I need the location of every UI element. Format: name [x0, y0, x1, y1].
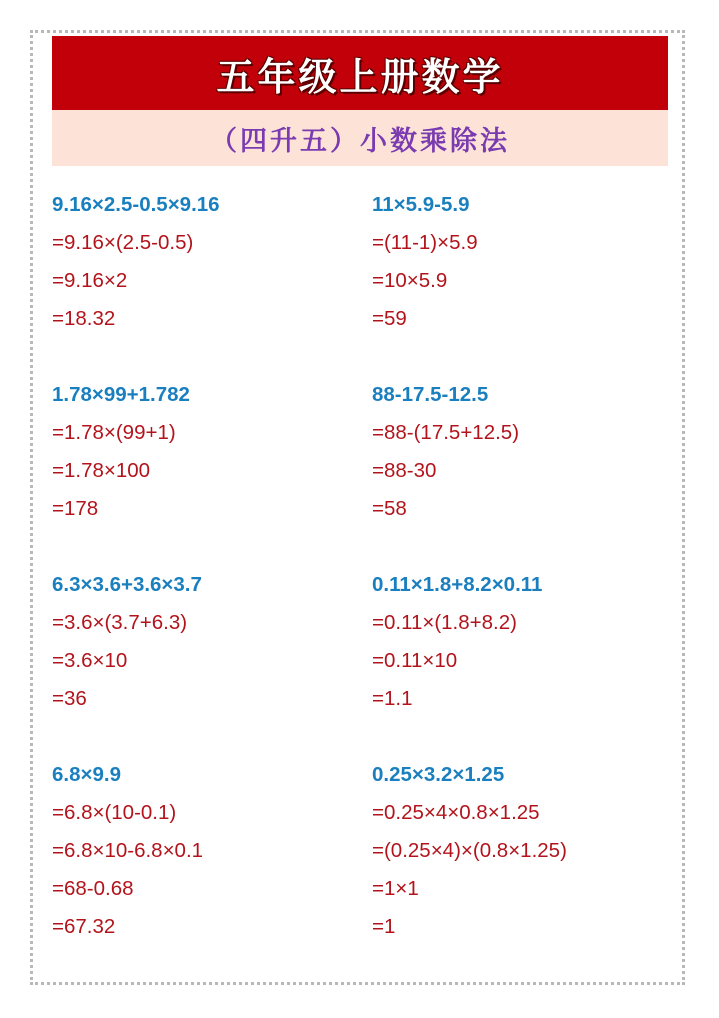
- problem-step: =36: [52, 687, 87, 710]
- subtitle-banner: [52, 110, 668, 166]
- problem-step: =(11-1)×5.9: [372, 231, 478, 254]
- problem-step: =0.25×4×0.8×1.25: [372, 801, 540, 824]
- problem-step: =(0.25×4)×(0.8×1.25): [372, 839, 567, 862]
- problem-step: =67.32: [52, 915, 116, 938]
- problem-expression: 9.16×2.5-0.5×9.16: [52, 193, 220, 216]
- problem-3: [52, 376, 352, 528]
- problem-expression: 6.3×3.6+3.6×3.7: [52, 573, 202, 596]
- problem-expression: 11×5.9-5.9: [372, 193, 470, 216]
- problem-step: =1.78×(99+1): [52, 421, 176, 444]
- problem-step: =10×5.9: [372, 269, 448, 292]
- problem-7: [52, 756, 352, 946]
- problem-step: =1.78×100: [52, 459, 151, 482]
- problem-2: [372, 186, 672, 338]
- problem-4: [372, 376, 672, 528]
- problem-6: [372, 566, 672, 718]
- problem-expression: 6.8×9.9: [52, 763, 121, 786]
- problem-step: =58: [372, 497, 407, 520]
- problem-step: =9.16×(2.5-0.5): [52, 231, 194, 254]
- problem-step: =6.8×10-6.8×0.1: [52, 839, 204, 862]
- problem-step: =0.11×10: [372, 649, 458, 672]
- problem-expression: 1.78×99+1.782: [52, 383, 190, 406]
- problem-step: =1×1: [372, 877, 419, 900]
- problem-5: [52, 566, 352, 718]
- problem-step: =59: [372, 307, 407, 330]
- problem-step: =178: [52, 497, 99, 520]
- title-banner: [52, 36, 668, 110]
- problem-step: =1: [372, 915, 396, 938]
- problem-expression: 0.11×1.8+8.2×0.11: [372, 573, 543, 596]
- problem-step: =6.8×(10-0.1): [52, 801, 177, 824]
- problem-step: =9.16×2: [52, 269, 128, 292]
- problem-step: =88-30: [372, 459, 437, 482]
- problem-step: =88-(17.5+12.5): [372, 421, 520, 444]
- problem-expression: 88-17.5-12.5: [372, 383, 489, 406]
- problem-step: =3.6×10: [52, 649, 128, 672]
- problem-step: =0.11×(1.8+8.2): [372, 611, 517, 634]
- problem-step: =18.32: [52, 307, 116, 330]
- page-subtitle: （四升五）小数乘除法: [210, 125, 510, 157]
- problem-step: =3.6×(3.7+6.3): [52, 611, 188, 634]
- problem-step: =1.1: [372, 687, 413, 710]
- problem-step: =68-0.68: [52, 877, 134, 900]
- problem-8: [372, 756, 672, 946]
- problem-1: [52, 186, 352, 338]
- page-title: 五年级上册数学: [216, 54, 504, 99]
- problem-expression: 0.25×3.2×1.25: [372, 763, 505, 786]
